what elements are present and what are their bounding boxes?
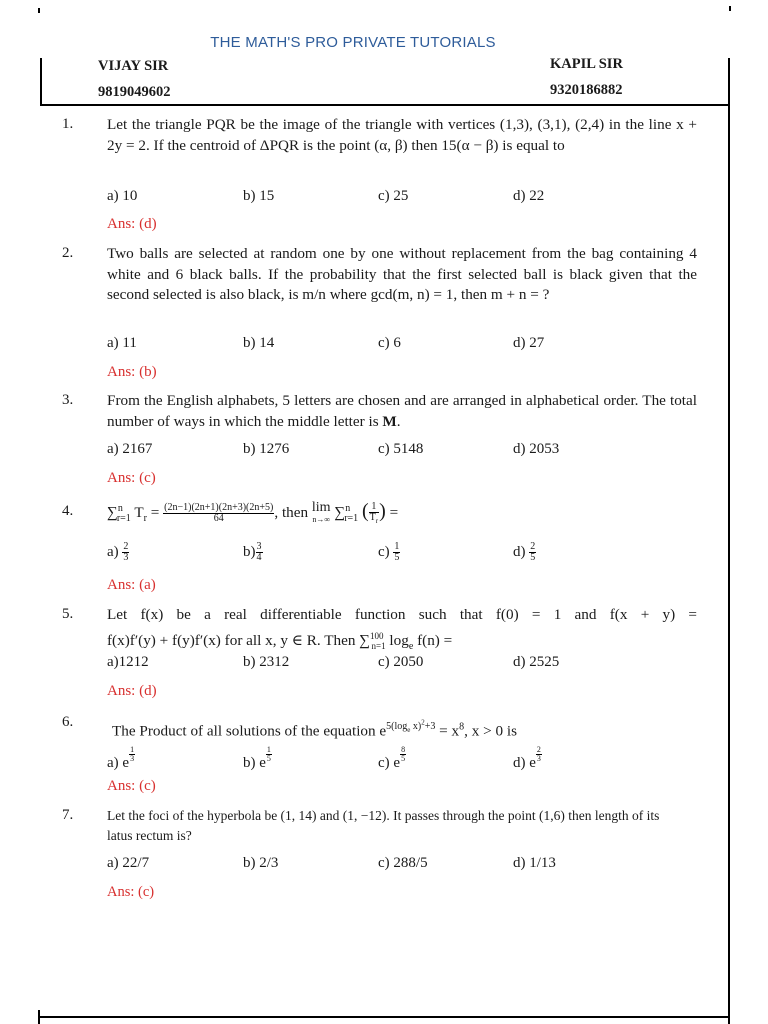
option-c [378,542,400,563]
frame-left-line [40,58,42,104]
option-label: c) [378,543,390,560]
t-sub: r [143,513,147,525]
option-b: b) 1276 [243,441,290,457]
question-text: Let the foci of the hyperbola be (1, 14) and (1, −12). It passes through the point (1,6) then length of its latus rectum is? [107,808,660,843]
question-number: 5. [62,606,74,622]
q6-x-power: 8 [459,721,465,733]
fraction [163,503,274,524]
option-d: d) 27 [513,335,545,351]
option-b: b) 15 [243,188,275,204]
option-exponent [400,746,406,763]
option-denominator: 3 [536,754,541,763]
option-denominator: 4 [256,552,262,563]
option-label: d) e [513,755,536,771]
q5-log: log [385,632,409,650]
q6-exp-part: +3 [424,721,436,733]
option-label: d) [513,543,526,560]
option-d: d) 2525 [513,654,560,670]
q6-exponent [386,719,436,735]
option-b: b) 2/3 [243,855,279,871]
sum-lower: n=1 [371,641,386,652]
frame-bottom-left [38,1010,40,1024]
sum-symbol: ∑ [107,504,118,522]
option-c [378,746,406,772]
option-d: d) 1/13 [513,855,556,871]
option-b [243,542,263,563]
footer-divider [38,1016,728,1018]
frame-right-line [728,58,730,1024]
option-numerator: 1 [130,745,135,754]
option-a: a) 22/7 [107,855,150,871]
inner-fraction [369,502,379,526]
option-a [107,542,129,563]
option-label: b) [243,543,256,560]
option-numerator: 1 [266,745,271,754]
option-numerator: 2 [536,745,541,754]
option-denominator: 5 [530,552,536,563]
q6-exp-part: x) [410,721,422,733]
option-a: a) 2167 [107,441,153,457]
sum-lower: r=1 [116,513,131,525]
teacher-right-phone: 9320186882 [550,82,623,98]
q6-exp-square: 2 [421,719,425,727]
q6-part: The Product of all solutions of the equation e [112,722,387,740]
option-exponent [536,746,542,763]
option-denominator: 3 [130,754,135,763]
option-numerator: 2 [530,541,536,552]
answer-label: Ans: (c) [107,778,156,794]
option-b: b) 14 [243,335,275,351]
question-number: 6. [62,714,74,730]
sum-symbol: ∑ [334,504,346,522]
question-text-line2 [107,626,697,658]
question-text-part: From the English alphabets, 5 letters are chosen and are arranged in alphabetical order. The total number of ways in which the middle letter is [107,392,697,430]
option-exponent [266,746,272,763]
option-denominator: 3 [123,552,129,563]
answer-label: Ans: (c) [107,470,156,486]
option-fraction [256,542,263,563]
page-title: THE MATH'S PRO PRIVATE TUTORIALS [210,34,496,51]
q5-log-base: e [408,641,414,653]
option-d: d) 22 [513,188,545,204]
option-c: c) 5148 [378,441,424,457]
answer-label: Ans: (d) [107,683,157,699]
question-number: 2. [62,245,74,261]
question-text: Let f(x) be a real differentiable function such that f(0) = 1 and f(x + y) = [107,606,697,623]
option-a: a) 11 [107,335,137,351]
option-fraction [529,542,536,563]
option-numerator: 3 [256,541,262,552]
option-a: a) 10 [107,188,138,204]
paren-right: ) [379,500,386,523]
sum-lower: r=1 [344,513,359,525]
answer-label: Ans: (c) [107,884,155,900]
fraction-numerator: (2n−1)(2n+1)(2n+3)(2n+5) [164,502,274,514]
answer-label: Ans: (d) [107,216,157,232]
teacher-left-phone: 9819049602 [98,84,171,100]
question-text-part: . [396,412,401,430]
equals-sign: = [389,504,399,522]
option-a [107,746,135,772]
answer-label: Ans: (a) [107,577,156,593]
limit-sub: n→∞ [312,514,331,524]
option-c: c) 6 [378,335,401,351]
inner-denominator [369,513,379,526]
inner-numerator: 1 [369,502,379,513]
q6-exp-part: 5(log [386,721,408,733]
option-numerator: 8 [401,745,406,754]
q5-part: f(x)f′(y) + f(y)f′(x) for all x, y ∈ R. Then ∑ [107,632,371,650]
question-text: Two balls are selected at random one by one without replacement from the bag containing 4 white and 6 black balls. If the probability that the first selected ball is black given that the second selected is also black, is m/n where gcd(m, n) = 1, then m + n = ? [107,245,697,303]
inner-t: T [369,511,376,523]
t-term: T [134,504,144,522]
question-number: 3. [62,392,74,408]
corner-mark-left [38,8,40,13]
sum-upper: 100 [370,631,384,641]
q6-part: = x [435,722,460,740]
option-label: c) e [378,755,401,771]
option-fraction [122,542,129,563]
option-numerator: 1 [394,541,400,552]
option-a: a)1212 [107,654,149,670]
option-b: b) 2312 [243,654,290,670]
option-denominator: 5 [394,552,400,563]
option-denominator: 5 [266,754,271,763]
q6-exp-base: e [407,726,411,735]
paren-left: ( [361,500,369,523]
option-d [513,542,536,563]
question-text: ∑$^n_{r=1}$ $T_r$ = $\frac{(2n-1)(2n+1)(2n+3)(2n+5)}{64}$ , then lim n→∞ ∑$^n_{r=1}$ ( $\frac{1}{T_r}$ ) = [107,499,399,525]
option-d: d) 2053 [513,441,560,457]
answer-label: Ans: (b) [107,364,157,380]
question-number: 1. [62,116,74,132]
header-divider [40,104,728,106]
question-text: Let the triangle PQR be the image of the triangle with vertices (1,3), (3,1), (2,4) in the line x + 2y = 2. If the centroid of ΔPQR is the point (α, β) then 15(α − β) is equal to [107,116,697,154]
option-numerator: 2 [123,541,129,552]
option-d [513,746,542,772]
fraction-denominator: 64 [213,513,224,525]
sum-upper: n [345,503,351,514]
corner-mark-right [729,6,731,11]
question-number: 4. [62,503,74,519]
option-denominator: 5 [401,754,406,763]
then-text: , then [274,504,309,522]
option-b [243,746,272,772]
option-c: c) 288/5 [378,855,428,871]
sum-upper: n [117,503,123,514]
limit [311,499,331,526]
q5-part: f(n) = [413,632,453,650]
option-label: a) [107,543,119,560]
question-text-bold: M [382,412,397,430]
option-exponent [129,746,135,763]
option-label: b) e [243,755,266,771]
option-label: a) e [107,755,130,771]
q6-part: , x > 0 is [464,722,518,740]
question-text [112,713,702,742]
teacher-left-name: VIJAY SIR [98,58,169,74]
question-text [107,391,697,432]
question-number: 7. [62,807,74,823]
limit-text: lim [311,499,331,515]
option-c: c) 2050 [378,654,424,670]
option-fraction [393,542,400,563]
option-c: c) 25 [378,188,409,204]
inner-t-sub: r [375,516,379,525]
teacher-right-name: KAPIL SIR [550,56,623,72]
